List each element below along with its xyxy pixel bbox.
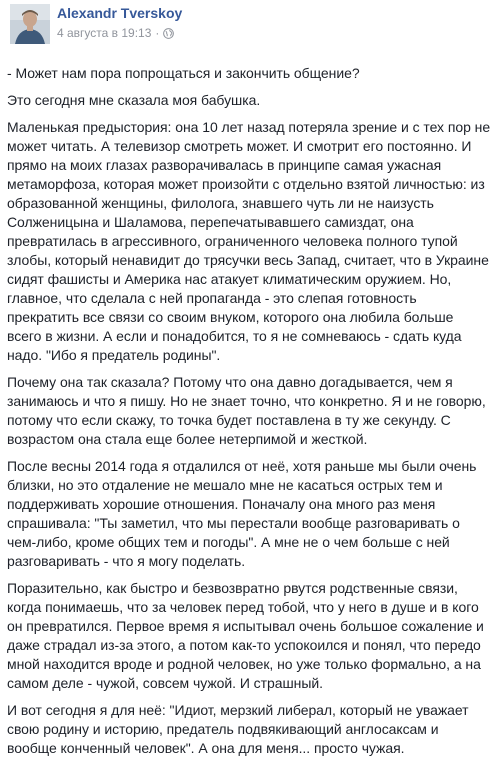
post-header [4,0,495,54]
meta-separator: · [155,26,160,40]
post-paragraph: После весны 2014 года я отдалился от неё, хотя раньше мы были очень близки, но это отдаление не мешало мне не касаться острых тем и поддерживать хорошие отношения. Поначалу она много раз меня спрашивала: "Ты заметил, что мы перестали вообще разговаривать о чем-либо, кроме общих тем и погоды". А мне не о чем больше с ней разговаривать - что я могу поделать. [7,458,477,569]
post-paragraph: - Может нам пора попрощаться и закончить общение? [7,65,360,81]
avatar-photo [10,4,50,44]
post-paragraph: Маленькая предыстория: она 10 лет назад потеряла зрение и с тех пор не может читать. А телевизор смотреть может. И смотрит его постоянно. И прямо на моих глазах разворачивалась в принципе самая ужасная метаморфоза, которая может произойти с отдельно взятой личностью: из образованной женщины, филолога, знавшего чуть ли не наизусть Солженицына и Шаламова, перепечатывавшего самиздат, она превратилась в агрессивного, ограниченного человека полного тупой злобы, который ненавидит до трясучки весь Запад, считает, что в Украине сидят фашисты и Америка нас атакует климатическим оружием. Но, главное, что сделала с ней пропаганда - это слепая готовность прекратить все связи со своим внуком, которого она любила больше всего в жизни. А если и понадобится, то я не сомневаюсь - сдать куда надо. "Ибо я предатель родины". [7,119,491,363]
post-meta [57,26,174,40]
post-paragraph: Почему она так сказала? Потому что она давно догадывается, чем я занимаюсь и что я пишу. Но не знает точно, что конкретно. Я и не говорю, потому что если скажу, то точка будет поставлена в ту же секунду. С возрастом она стала еще более нетерпимой и жесткой. [7,374,486,447]
post-paragraph: Это сегодня мне сказала моя бабушка. [7,92,261,108]
post-text [4,54,495,758]
author-name[interactable]: Alexandr Tverskoy [57,5,183,21]
avatar[interactable] [10,4,50,44]
globe-icon[interactable] [163,28,174,39]
post-timestamp[interactable]: 4 августа в 19:13 [57,26,152,40]
post-paragraph: И вот сегодня я для неё: "Идиот, мерзкий либерал, который не уважает свою родину и историю, предатель подвякивающий англосаксам и вообще конченный человек". А она для меня... просто чужая. [7,702,469,756]
post-paragraph: Поразительно, как быстро и безвозвратно рвутся родственные связи, когда понимаешь, что за человек перед тобой, что у него в душе и в кого он превратился. Первое время я испытывал очень большое сожаление и даже страдал из-за этого, а потом как-то успокоился и понял, что передо мной находится вроде и родной человек, но уже только формально, а на самом деле - чужой, совсем чужой. И страшный. [7,580,484,691]
